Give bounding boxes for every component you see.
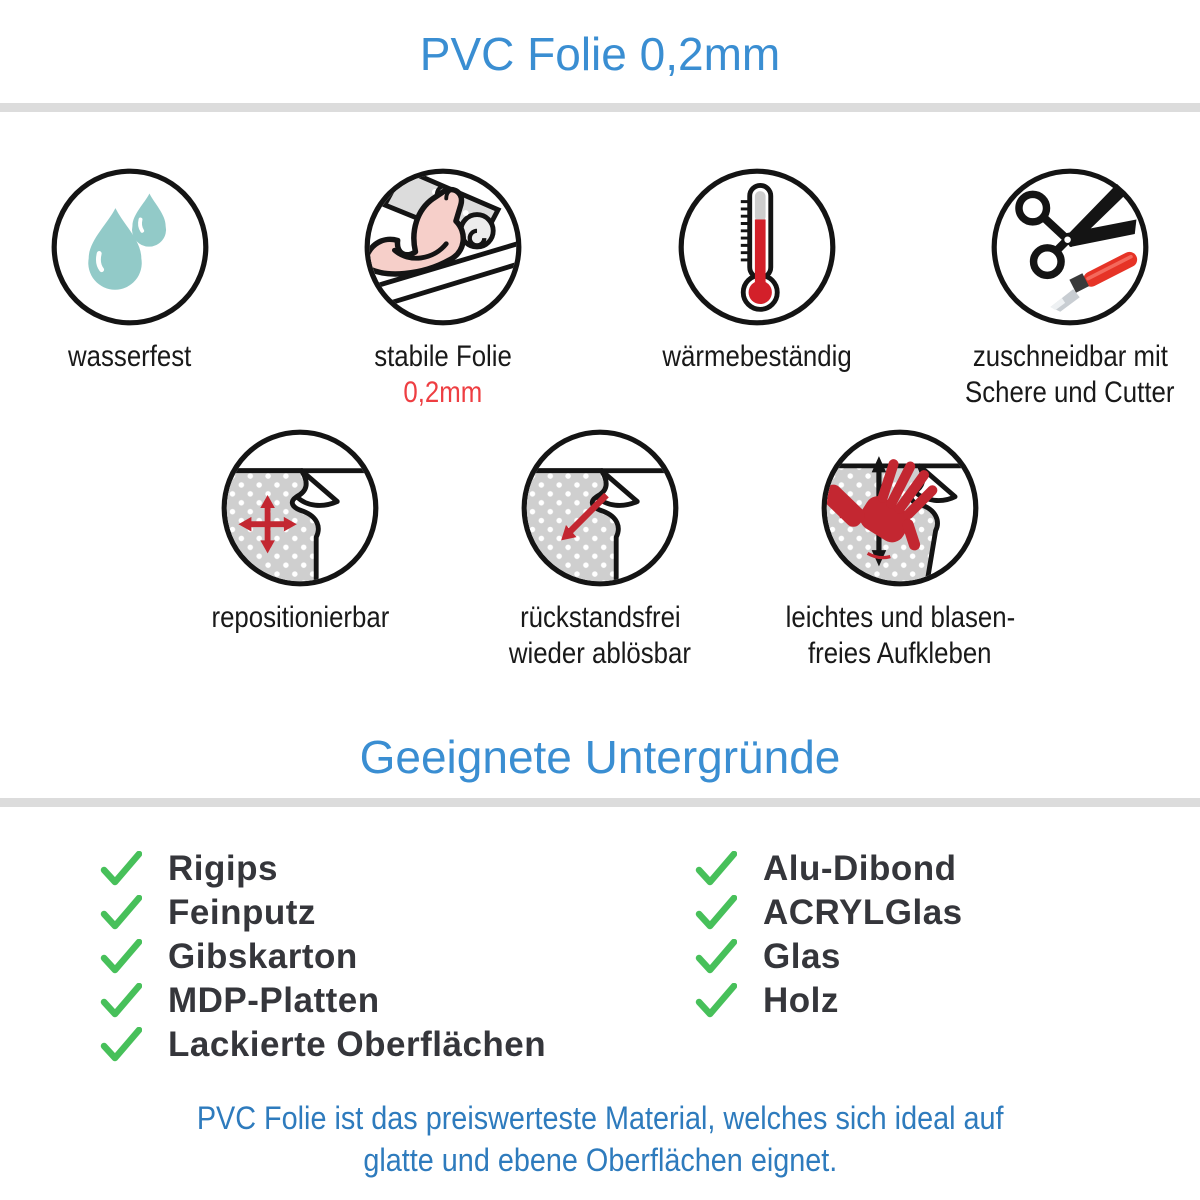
checkmark-icon: [100, 1027, 142, 1063]
list-item: Holz: [695, 979, 963, 1023]
checkmark-icon: [695, 939, 737, 975]
list-item: Alu-Dibond: [695, 847, 963, 891]
checkmark-icon: [100, 851, 142, 887]
thickness-highlight: 0,2mm: [403, 376, 483, 409]
divider-top: [0, 103, 1200, 112]
footer-note: PVC Folie ist das preiswerteste Material, welches sich ideal auf glatte und ebene Oberflächen eignet.: [196, 1100, 1004, 1178]
peel-off-film-icon: [519, 427, 681, 589]
feature-item-zuschneidbar: [960, 166, 1180, 411]
list-item: MDP-Platten: [100, 979, 695, 1023]
move-arrows-film-icon: [219, 427, 381, 589]
feature-label: leichtes und blasen- freies Aufkleben: [785, 601, 1015, 670]
checkmark-icon: [100, 983, 142, 1019]
hand-smoothing-film-icon: [819, 427, 981, 589]
checkmark-icon: [100, 895, 142, 931]
feature-item-waermebestaendig: [647, 166, 867, 411]
checkmark-icon: [695, 983, 737, 1019]
muscle-arm-foil-icon: [362, 166, 524, 328]
divider-substrates: [0, 798, 1200, 807]
list-item: ACRYLGlas: [695, 891, 963, 935]
substrates-heading: Geeignete Untergründe: [359, 731, 841, 783]
checkmark-icon: [695, 895, 737, 931]
feature-row-1: [0, 166, 1200, 411]
feature-label: wasserfest: [68, 340, 192, 373]
checkmark-icon: [695, 851, 737, 887]
water-drops-icon: [49, 166, 211, 328]
list-item: Gibskarton: [100, 935, 695, 979]
feature-label: repositionierbar: [211, 601, 389, 634]
list-item: Lackierte Oberflächen: [100, 1023, 695, 1067]
checkmark-icon: [100, 939, 142, 975]
checklist-column-right: [695, 847, 963, 1067]
feature-item-rueckstandsfrei: [460, 427, 740, 672]
feature-item-stabile-folie: [333, 166, 553, 411]
feature-item-repositionierbar: [160, 427, 440, 672]
list-item: Rigips: [100, 847, 695, 891]
checklist-column-left: [100, 847, 695, 1067]
feature-label: wärmebeständig: [662, 340, 852, 373]
substrates-checklist: [0, 847, 1200, 1067]
feature-item-wasserfest: [20, 166, 240, 411]
scissors-cutter-icon: [989, 166, 1151, 328]
feature-label: zuschneidbar mit Schere und Cutter: [965, 340, 1175, 409]
feature-row-2: [160, 427, 1040, 672]
list-item: Feinputz: [100, 891, 695, 935]
feature-item-blasenfrei: [760, 427, 1040, 672]
feature-label: rückstandsfrei wieder ablösbar: [508, 601, 692, 670]
list-item: Glas: [695, 935, 963, 979]
page-title: PVC Folie 0,2mm: [419, 28, 781, 80]
feature-label: stabile Folie 0,2mm: [374, 340, 513, 409]
thermometer-icon: [676, 166, 838, 328]
